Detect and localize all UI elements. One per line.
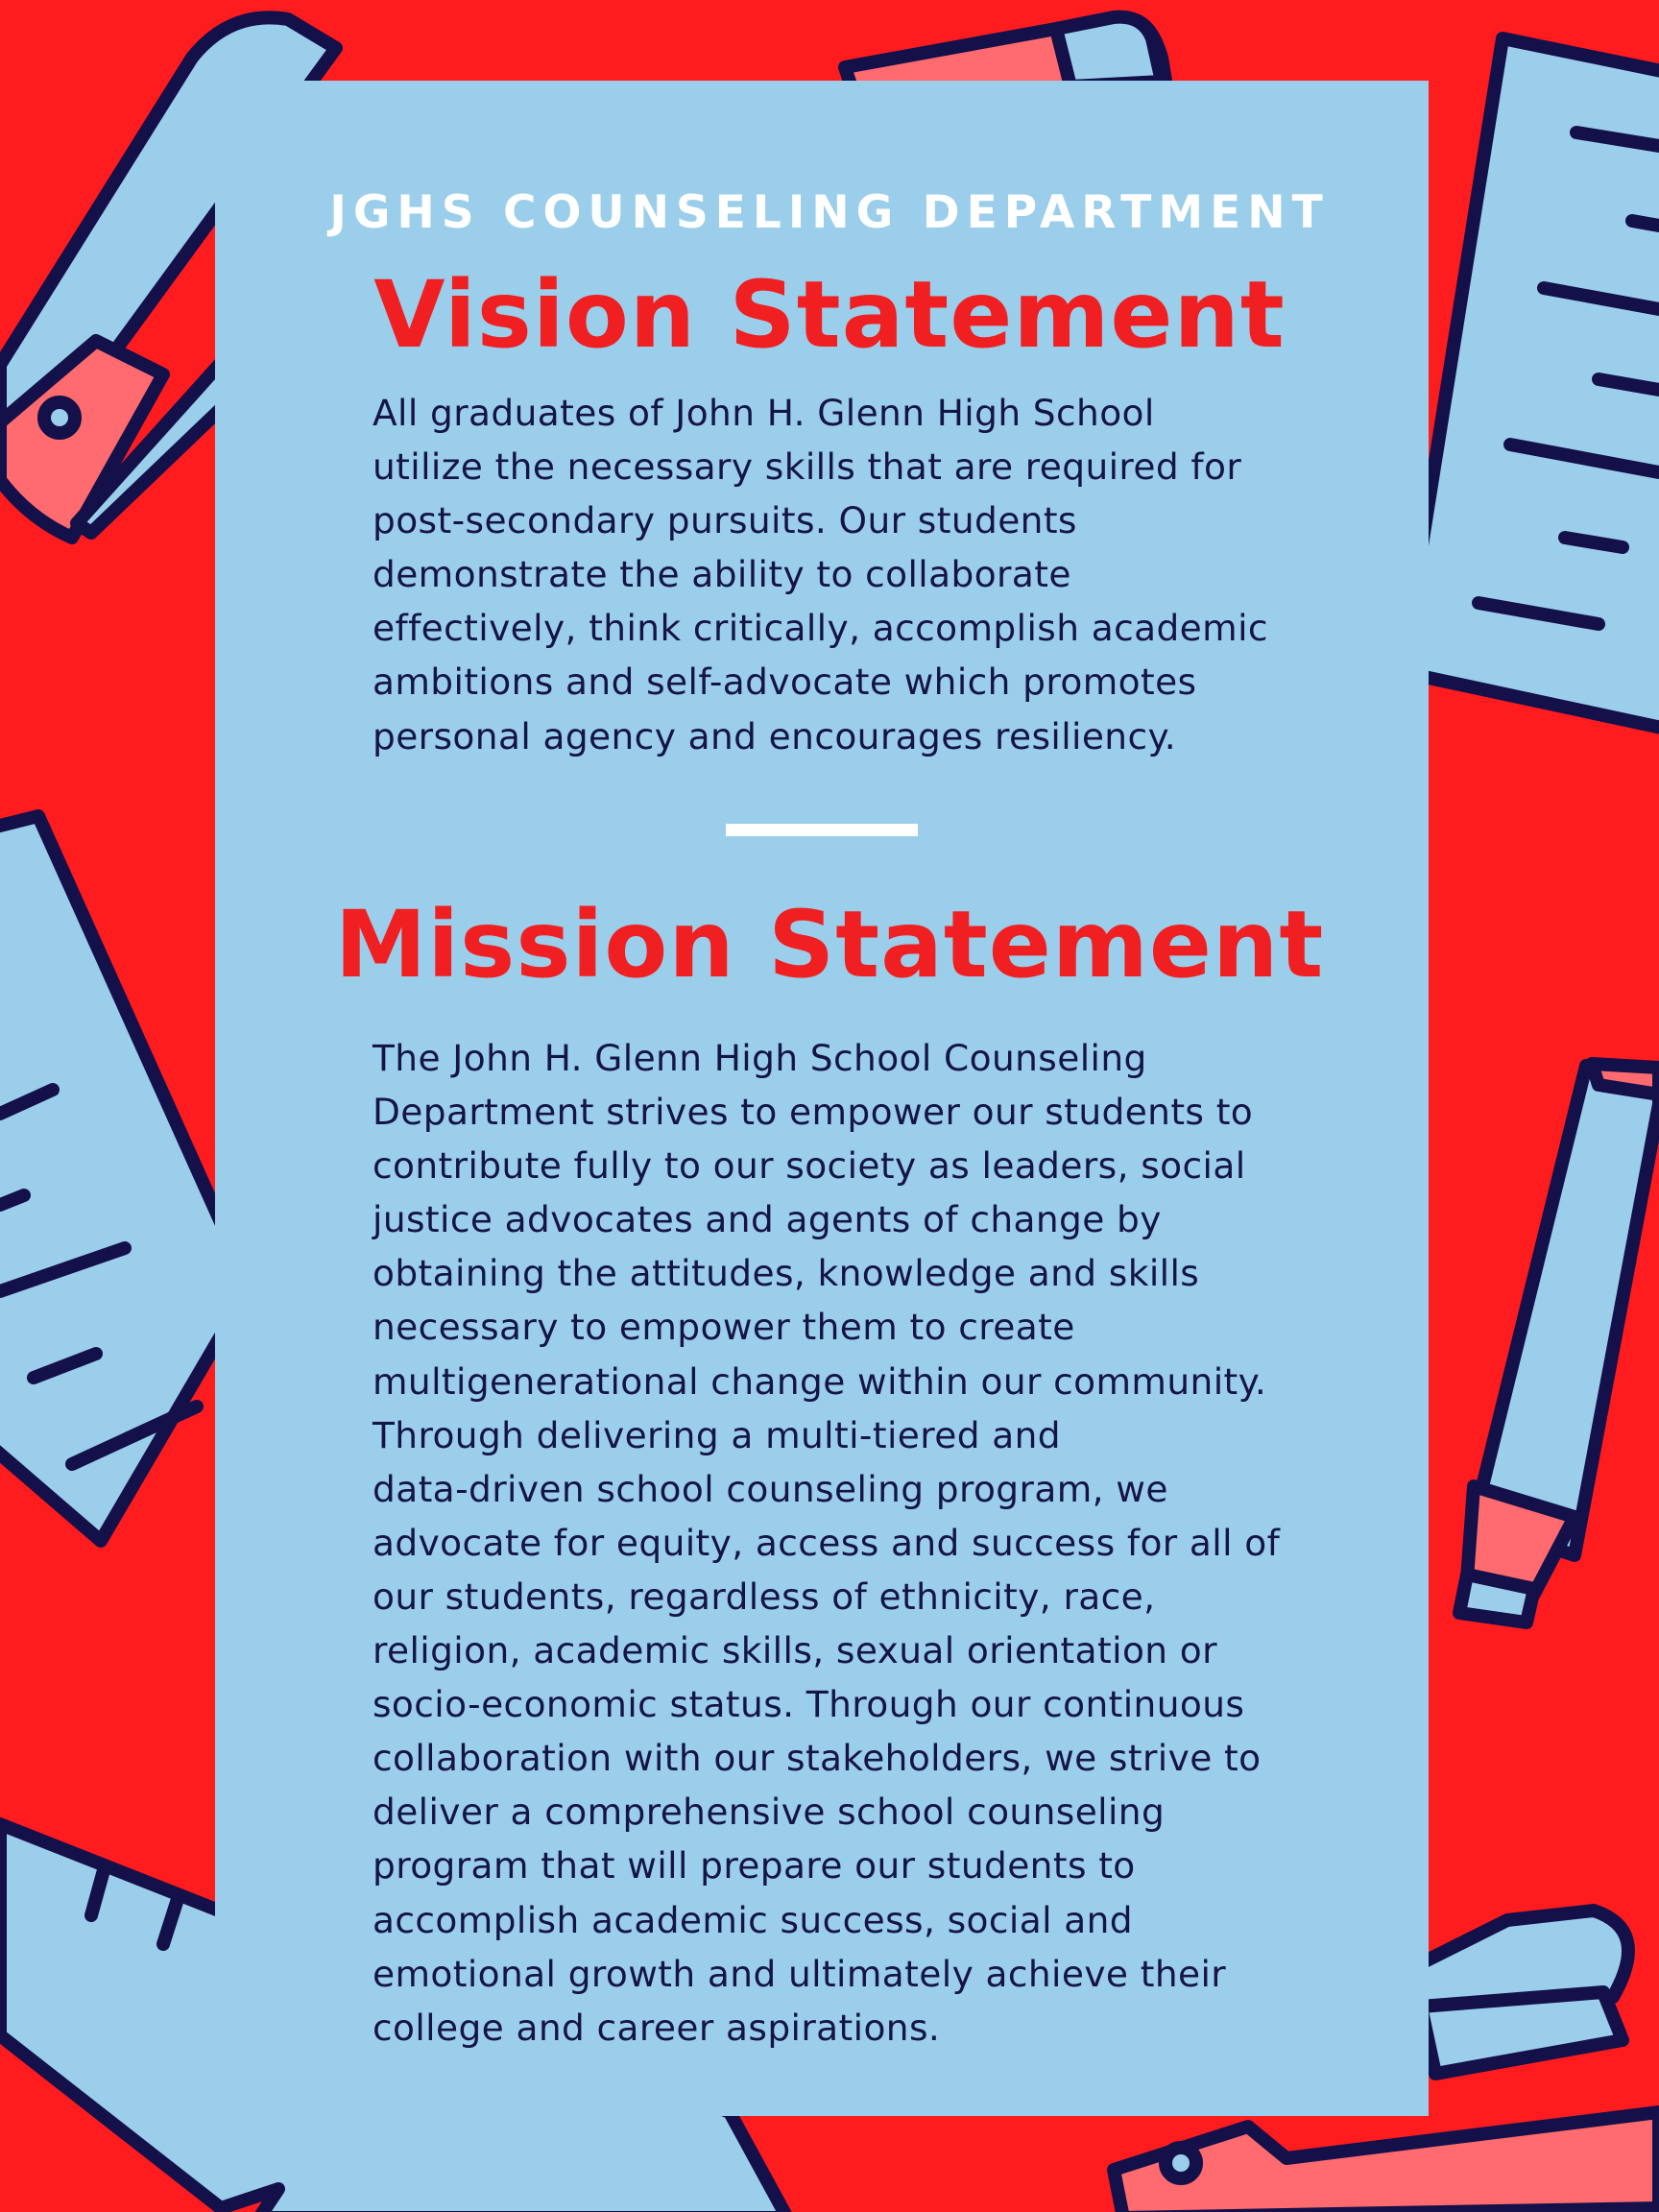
mission-line: obtaining the attitudes, knowledge and skills [373,1252,1200,1295]
mission-statement-body [373,1031,1294,2055]
mission-line: our students, regardless of ethnicity, race, [373,1575,1156,1618]
mission-line: Through delivering a multi-tiered and [373,1413,1061,1456]
vision-line: personal agency and encourages resiliency. [373,714,1177,757]
mission-line: contribute fully to our society as leaders, social [373,1144,1246,1188]
mission-line: data-driven school counseling program, we [373,1467,1168,1510]
mission-line: accomplish academic success, social and [373,1898,1134,1941]
vision-line: All graduates of John H. Glenn High School [373,392,1155,434]
mission-line: college and career aspirations. [373,2006,941,2049]
mission-line: multigenerational change within our community. [373,1359,1267,1403]
vision-line: demonstrate the ability to collaborate [373,553,1071,596]
vision-line: effectively, think critically, accomplish academic [373,607,1268,650]
mission-line: necessary to empower them to create [373,1306,1075,1349]
mission-line: justice advocates and agents of change by [373,1198,1162,1241]
vision-statement-body [373,386,1294,763]
vision-line: utilize the necessary skills that are required for [373,445,1242,489]
department-title: JGHS COUNSELING DEPARTMENT [329,186,1330,239]
mission-line: religion, academic skills, sexual orientation or [373,1629,1217,1672]
mission-line: collaboration with our stakeholders, we strive to [373,1737,1262,1780]
vision-line: post-secondary pursuits. Our students [373,499,1077,542]
ruler-icon [1402,38,1659,730]
mission-line: Department strives to empower our students to [373,1091,1254,1134]
mission-heading: Mission Statement [334,891,1325,998]
mission-line: socio-economic status. Through our continuous [373,1683,1245,1726]
mission-line: advocate for equity, access and success for all of [373,1521,1281,1564]
mission-line: emotional growth and ultimately achieve their [373,1952,1227,1995]
mission-line: program that will prepare our students to [373,1844,1136,1887]
vision-line: ambitions and self-advocate which promotes [373,661,1197,704]
section-divider [726,824,918,836]
vision-heading: Vision Statement [373,261,1286,369]
mission-line: deliver a comprehensive school counseling [373,1791,1166,1834]
mission-line: The John H. Glenn High School Counseling [373,1037,1147,1079]
marker-icon [1459,1064,1659,1623]
